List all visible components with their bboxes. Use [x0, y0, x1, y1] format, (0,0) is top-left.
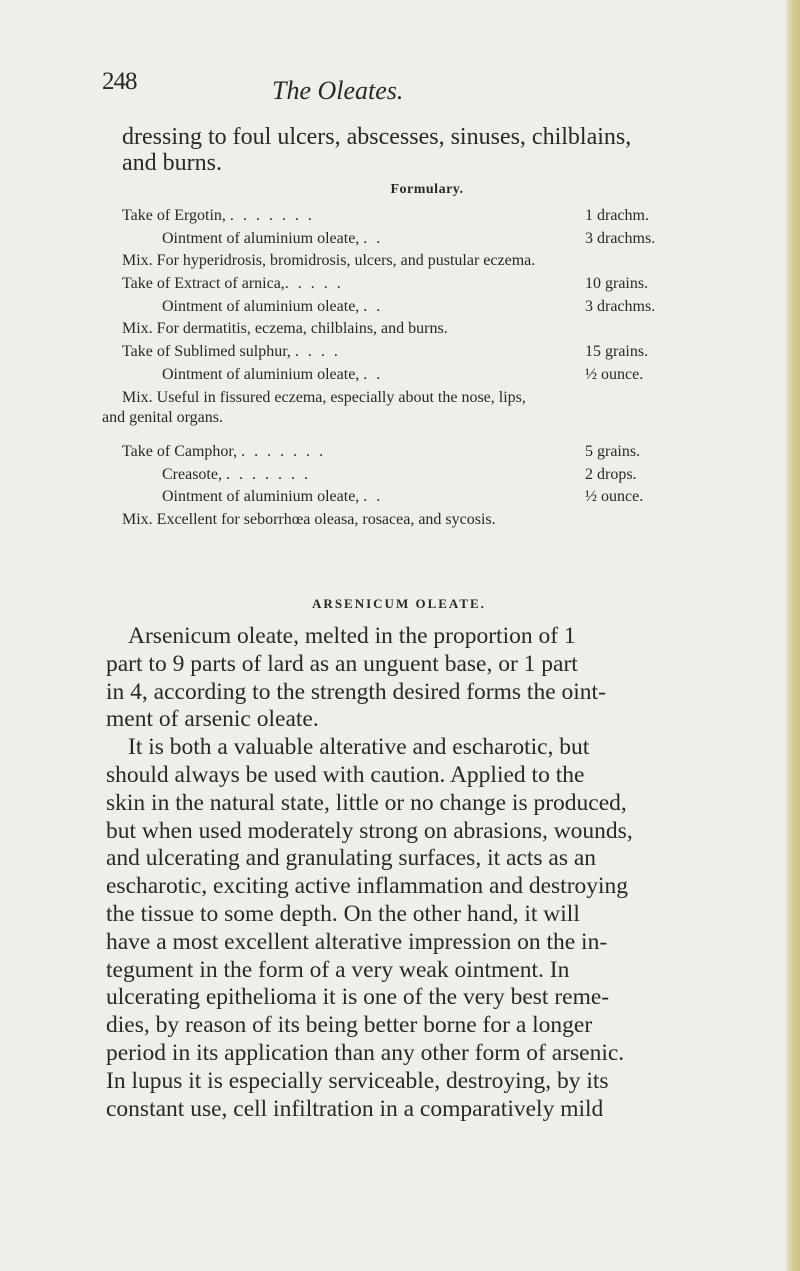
formula-amount: 15 grains.: [585, 343, 649, 360]
formula-amount: 2 drops.: [585, 466, 637, 483]
text-line: and ulcerating and granulating surfaces, it acts as an: [106, 845, 597, 872]
text-line: tegument in the form of a very weak ointment. In: [106, 956, 570, 983]
formula-amount: 3 drachms.: [585, 230, 656, 247]
formula-ingredient-line: Ointment of aluminium oleate, ..: [162, 366, 390, 383]
text-line: dressing to foul ulcers, abscesses, sinuses, chilblains,: [122, 124, 632, 150]
text-line: but when used moderately strong on abrasions, wounds,: [106, 817, 633, 844]
text-line: In lupus it is especially serviceable, destroying, by its: [106, 1067, 609, 1094]
text-line: and burns.: [122, 150, 222, 176]
text-line: Arsenicum oleate, melted in the proportion of 1: [128, 623, 576, 649]
intro-paragraph: [122, 124, 722, 176]
formula-ingredient-line: Creasote, .......: [162, 466, 317, 483]
text-line: period in its application than any other form of arsenic.: [106, 1039, 625, 1066]
formula-take-line: Take of Ergotin, .......: [122, 207, 321, 224]
text-line: constant use, cell infiltration in a comparatively mild: [106, 1095, 604, 1122]
formula-ingredient-line: Ointment of aluminium oleate, ..: [162, 230, 390, 247]
section-heading: ARSENICUM OLEATE.: [312, 596, 486, 611]
text-line: the tissue to some depth. On the other hand, it will: [106, 900, 580, 927]
formula-amount: 3 drachms.: [585, 298, 656, 315]
formula-amount: 1 drachm.: [585, 207, 649, 224]
text-line: in 4, according to the strength desired forms the oint-: [106, 678, 606, 705]
text-line: dies, by reason of its being better borne for a longer: [106, 1012, 593, 1039]
formula-ingredient-line: Ointment of aluminium oleate, ..: [162, 488, 390, 505]
formula-mix-line: Mix. Useful in fissured eczema, especially about the nose, lips,: [122, 389, 526, 406]
formulary-heading: Formulary.: [390, 182, 464, 197]
text-line: escharotic, exciting active inflammation and destroying: [106, 873, 629, 900]
formula-take-line: Take of Extract of arnica,.....: [122, 275, 350, 292]
formula-mix-line: Mix. For hyperidrosis, bromidrosis, ulcers, and pustular eczema.: [122, 252, 536, 269]
page-number: 248: [102, 68, 137, 95]
running-title: The Oleates.: [272, 76, 404, 105]
formula-mix-continuation: and genital organs.: [102, 409, 224, 426]
formula-take-line: Take of Camphor, .......: [122, 443, 333, 460]
book-page-edge: [786, 0, 800, 1271]
text-line: It is both a valuable alterative and escharotic, but: [128, 734, 590, 761]
running-header: [0, 68, 786, 108]
formula-take-line: Take of Sublimed sulphur, ....: [122, 343, 347, 360]
formula-amount: 5 grains.: [585, 443, 641, 460]
formula-amount: ½ ounce.: [585, 488, 644, 505]
formula-mix-line: Mix. For dermatitis, eczema, chilblains, and burns.: [122, 320, 448, 337]
formula-mix-line: Mix. Excellent for seborrhœa oleasa, rosacea, and sycosis.: [122, 511, 496, 528]
text-line: ulcerating epithelioma it is one of the very best reme-: [106, 984, 610, 1011]
text-line: part to 9 parts of lard as an unguent base, or 1 part: [106, 650, 578, 677]
text-line: have a most excellent alterative impression on the in-: [106, 928, 608, 955]
body-text: [106, 623, 742, 1123]
formula-ingredient-line: Ointment of aluminium oleate, ..: [162, 298, 390, 315]
text-line: skin in the natural state, little or no change is produced,: [106, 789, 627, 816]
text-line: ment of arsenic oleate.: [106, 706, 319, 733]
text-line: should always be used with caution. Applied to the: [106, 761, 585, 788]
formula-amount: ½ ounce.: [585, 366, 644, 383]
formula-amount: 10 grains.: [585, 275, 649, 292]
